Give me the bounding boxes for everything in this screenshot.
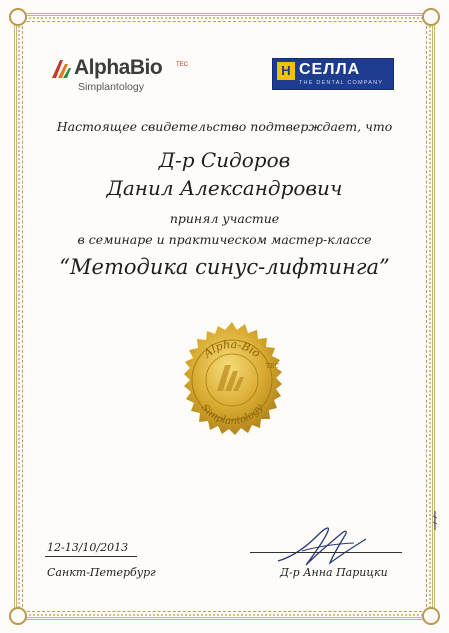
alphabio-logo [50, 54, 200, 98]
participation-text: принял участие [169, 211, 280, 226]
certificate-intro: Настоящее свидетельство подтверждает, что [56, 119, 393, 134]
cella-brand-text: СЕЛЛА [299, 61, 361, 78]
handwritten-signature [272, 517, 372, 573]
corner-ornament-bottom-right [422, 607, 440, 625]
cella-tagline: THE DENTAL COMPANY [299, 80, 384, 86]
seal-bottom-text: Simplantology [198, 402, 266, 428]
alphabio-tec-text: TEC [176, 62, 188, 68]
seal-top-text: Alpha-Bio [201, 337, 263, 361]
recipient-name-line1: Д-р Сидоров [158, 148, 291, 172]
recipient-name-line2: Данил Александрович [106, 176, 343, 200]
signer-name: Д-р Анна Парицки [280, 566, 388, 579]
cella-h-mark: H [277, 62, 295, 80]
corner-ornament-top-left [9, 8, 27, 26]
date-underline [45, 556, 137, 557]
seal-tec-text: TEC [266, 363, 279, 370]
signature-line [250, 552, 402, 553]
gold-seal-icon [173, 321, 291, 439]
course-title: “Методика синус-лифтинга” [59, 255, 390, 279]
corner-ornament-top-right [422, 8, 440, 26]
alphabio-subtitle: Simplantology [78, 81, 144, 93]
cella-logo [272, 58, 394, 90]
event-city: Санкт-Петербург [47, 566, 156, 579]
seminar-text: в семинаре и практическом мастер-классе [77, 232, 372, 247]
event-date: 12-13/10/2013 [47, 541, 129, 554]
alphabio-brand-text: AlphaBio [74, 56, 163, 79]
alphabio-leaf-icon [50, 58, 72, 80]
side-margin-mark [432, 510, 438, 532]
corner-ornament-bottom-left [9, 607, 27, 625]
